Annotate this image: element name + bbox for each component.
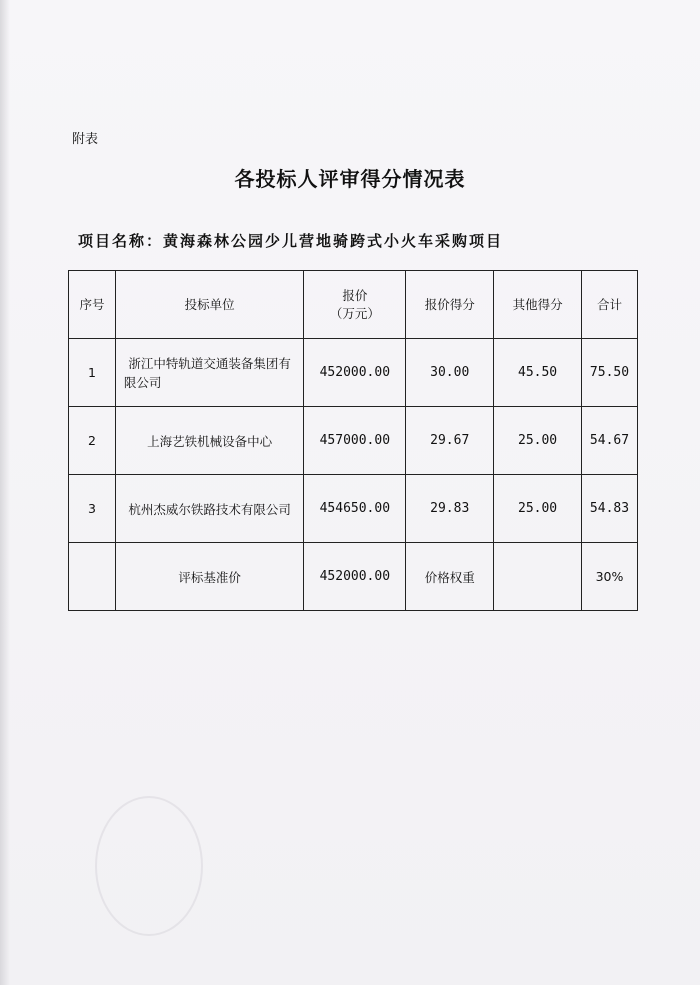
cell-empty [69,543,116,611]
cell-price: 457000.00 [304,407,406,475]
cell-benchmark-label: 评标基准价 [115,543,303,611]
cell-weight-label: 价格权重 [406,543,494,611]
cell-other-score: 25.00 [494,407,582,475]
cell-other-score: 25.00 [494,475,582,543]
cell-bidder [115,339,303,407]
table-row [69,407,638,475]
page-title: 各投标人评审得分情况表 [234,167,466,191]
appendix-label: 附表 [72,132,99,147]
cell-seq: 1 [69,339,116,407]
cell-benchmark-price: 452000.00 [304,543,406,611]
cell-total: 54.83 [582,475,638,543]
table-header-row [69,271,638,339]
header-price-line2: （万元） [329,305,380,321]
cell-price: 452000.00 [304,339,406,407]
cell-total: 75.50 [582,339,638,407]
header-price-line1: 报价 [342,287,368,303]
cell-seq: 2 [69,407,116,475]
header-price-score: 报价得分 [406,271,494,339]
faded-seal-stamp [95,796,203,936]
cell-price-score: 29.83 [406,475,494,543]
header-total: 合计 [582,271,638,339]
header-bidder: 投标单位 [115,271,303,339]
cell-other-score: 45.50 [494,339,582,407]
cell-bidder-line1: 浙江中特轨道交通装备集团有 [128,355,291,371]
cell-price-score: 30.00 [406,339,494,407]
cell-weight-value: 30% [582,543,638,611]
table-footer-row [69,543,638,611]
table-row [69,339,638,407]
header-price [304,271,406,339]
cell-empty [494,543,582,611]
cell-bidder-line2: 限公司 [123,374,162,390]
cell-price: 454650.00 [304,475,406,543]
cell-seq: 3 [69,475,116,543]
page-edge-shadow [0,0,10,985]
cell-price-score: 29.67 [406,407,494,475]
header-other-score: 其他得分 [494,271,582,339]
header-seq: 序号 [69,271,116,339]
score-table [68,270,638,611]
project-name: 项目名称：黄海森林公园少儿营地骑跨式小火车采购项目 [78,232,504,250]
cell-bidder: 杭州杰威尔铁路技术有限公司 [115,475,303,543]
cell-bidder: 上海艺铁机械设备中心 [115,407,303,475]
cell-total: 54.67 [582,407,638,475]
table-row [69,475,638,543]
